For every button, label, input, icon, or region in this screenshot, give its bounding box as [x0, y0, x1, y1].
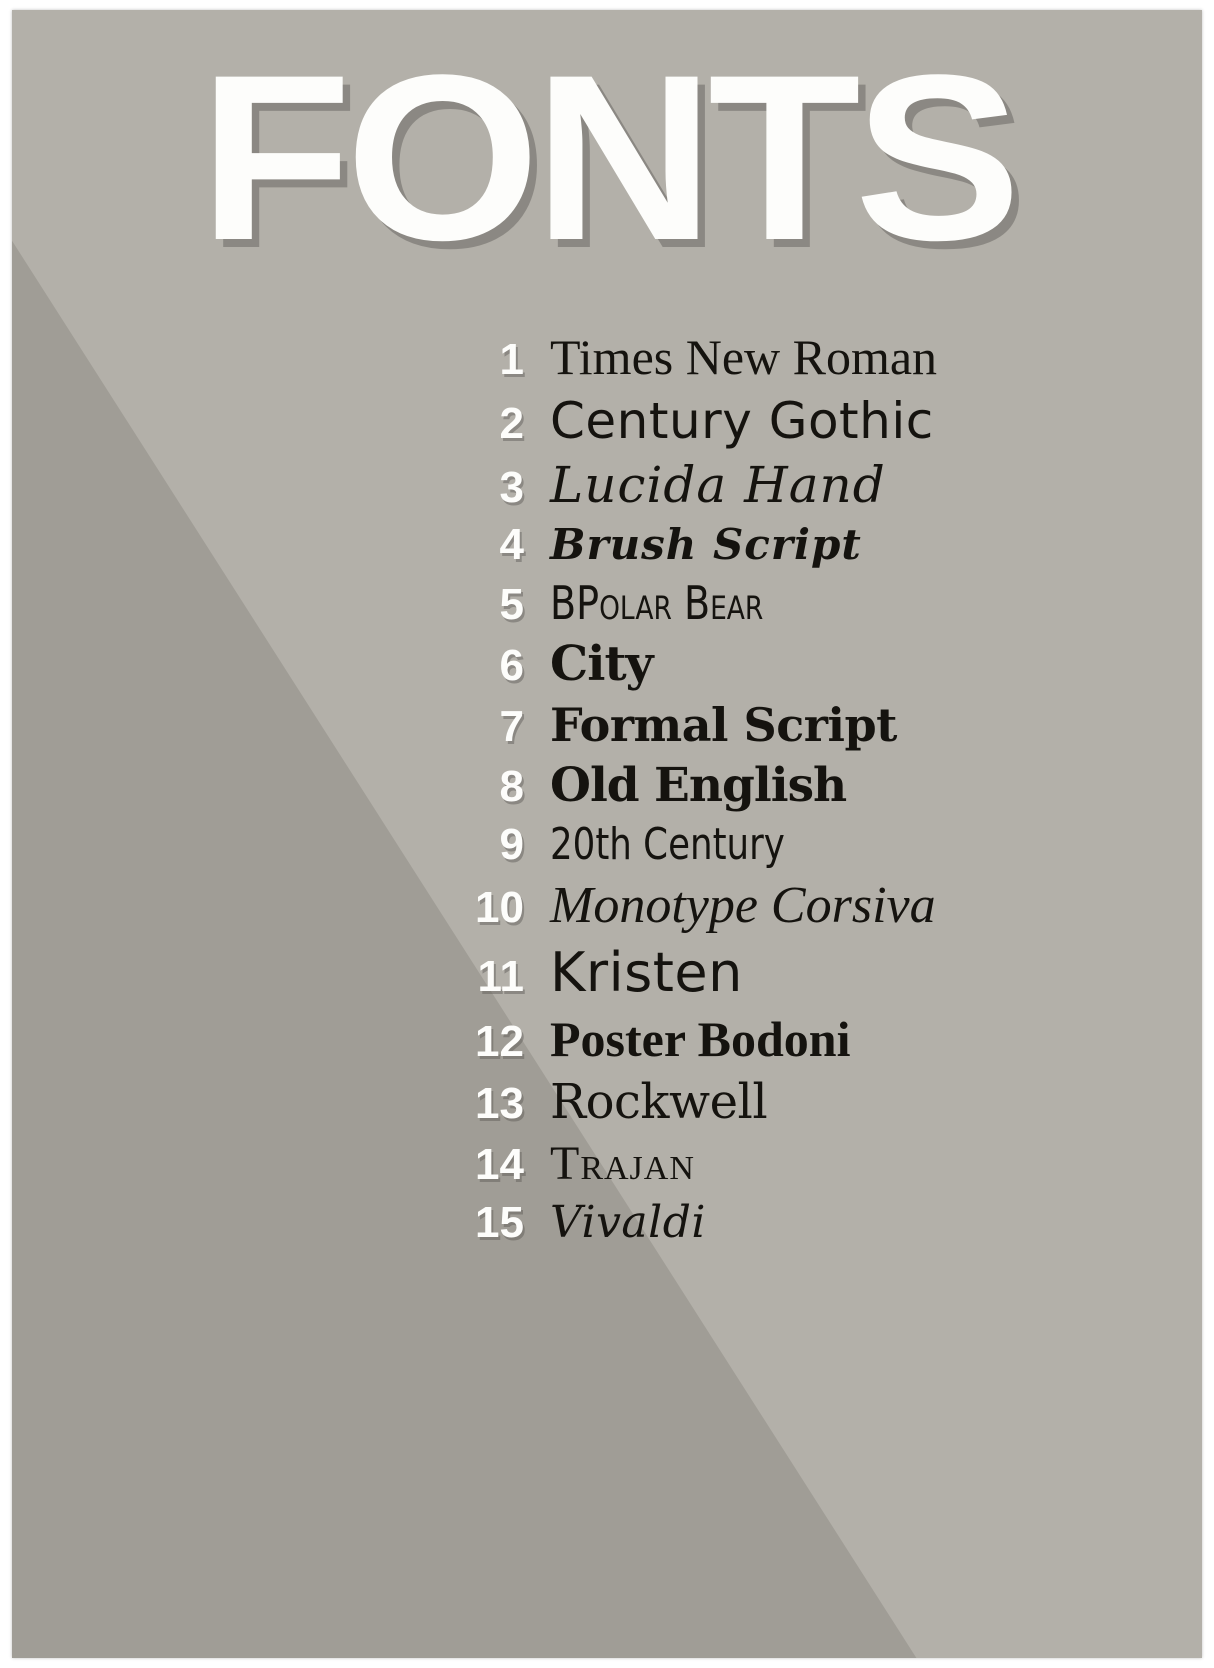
list-item [432, 941, 1132, 1004]
poster-canvas [12, 10, 1202, 1658]
list-item [432, 328, 1132, 386]
list-item [432, 758, 1132, 813]
list-item-number: 3 [499, 463, 524, 512]
list-item [432, 1074, 1132, 1130]
list-item-number: 12 [475, 1017, 524, 1066]
list-item [432, 876, 1132, 935]
list-item-label: BPolar Bear [550, 576, 764, 630]
list-item-label: Old English [550, 758, 847, 813]
list-item-number: 13 [475, 1079, 524, 1128]
list-item [432, 698, 1132, 752]
list-item-label: Monotype Corsiva [550, 877, 936, 934]
list-item [432, 1010, 1132, 1068]
list-item-number: 14 [475, 1140, 524, 1189]
list-item [432, 576, 1132, 630]
list-item [432, 520, 1132, 570]
list-item-label: Kristen [550, 941, 743, 1004]
list-item-number: 4 [499, 520, 524, 569]
list-item-label: Trajan [550, 1137, 695, 1190]
list-item [432, 1136, 1132, 1191]
list-item-number: 15 [475, 1198, 524, 1247]
list-item-label: 20th Century [550, 819, 785, 870]
list-item-label: Formal Script [550, 698, 897, 752]
list-item-label: Lucida Hand [550, 456, 886, 514]
page-title: FONTS [199, 26, 1015, 290]
list-item [432, 636, 1132, 692]
list-item-number: 6 [499, 641, 524, 690]
list-item-label: Vivaldi [550, 1197, 706, 1248]
list-item-number: 5 [499, 580, 524, 629]
list-item [432, 1197, 1132, 1248]
list-item-label: Rockwell [550, 1074, 768, 1130]
list-item-label: Century Gothic [550, 392, 934, 450]
list-item-number: 11 [477, 952, 524, 1001]
font-list [432, 328, 1132, 1254]
list-item-label: City [550, 636, 653, 692]
list-item-label: Poster Bodoni [550, 1011, 851, 1067]
list-item [432, 392, 1132, 450]
list-item-label: Times New Roman [550, 329, 938, 385]
list-item-label: Brush Script [550, 520, 862, 569]
list-item-number: 1 [499, 335, 524, 384]
list-item-number: 2 [499, 399, 524, 448]
list-item-number: 8 [499, 762, 524, 811]
list-item [432, 456, 1132, 514]
list-item [432, 819, 1132, 870]
list-item-number: 7 [499, 702, 524, 751]
list-item-number: 10 [475, 883, 524, 932]
list-item-number: 9 [499, 820, 524, 869]
